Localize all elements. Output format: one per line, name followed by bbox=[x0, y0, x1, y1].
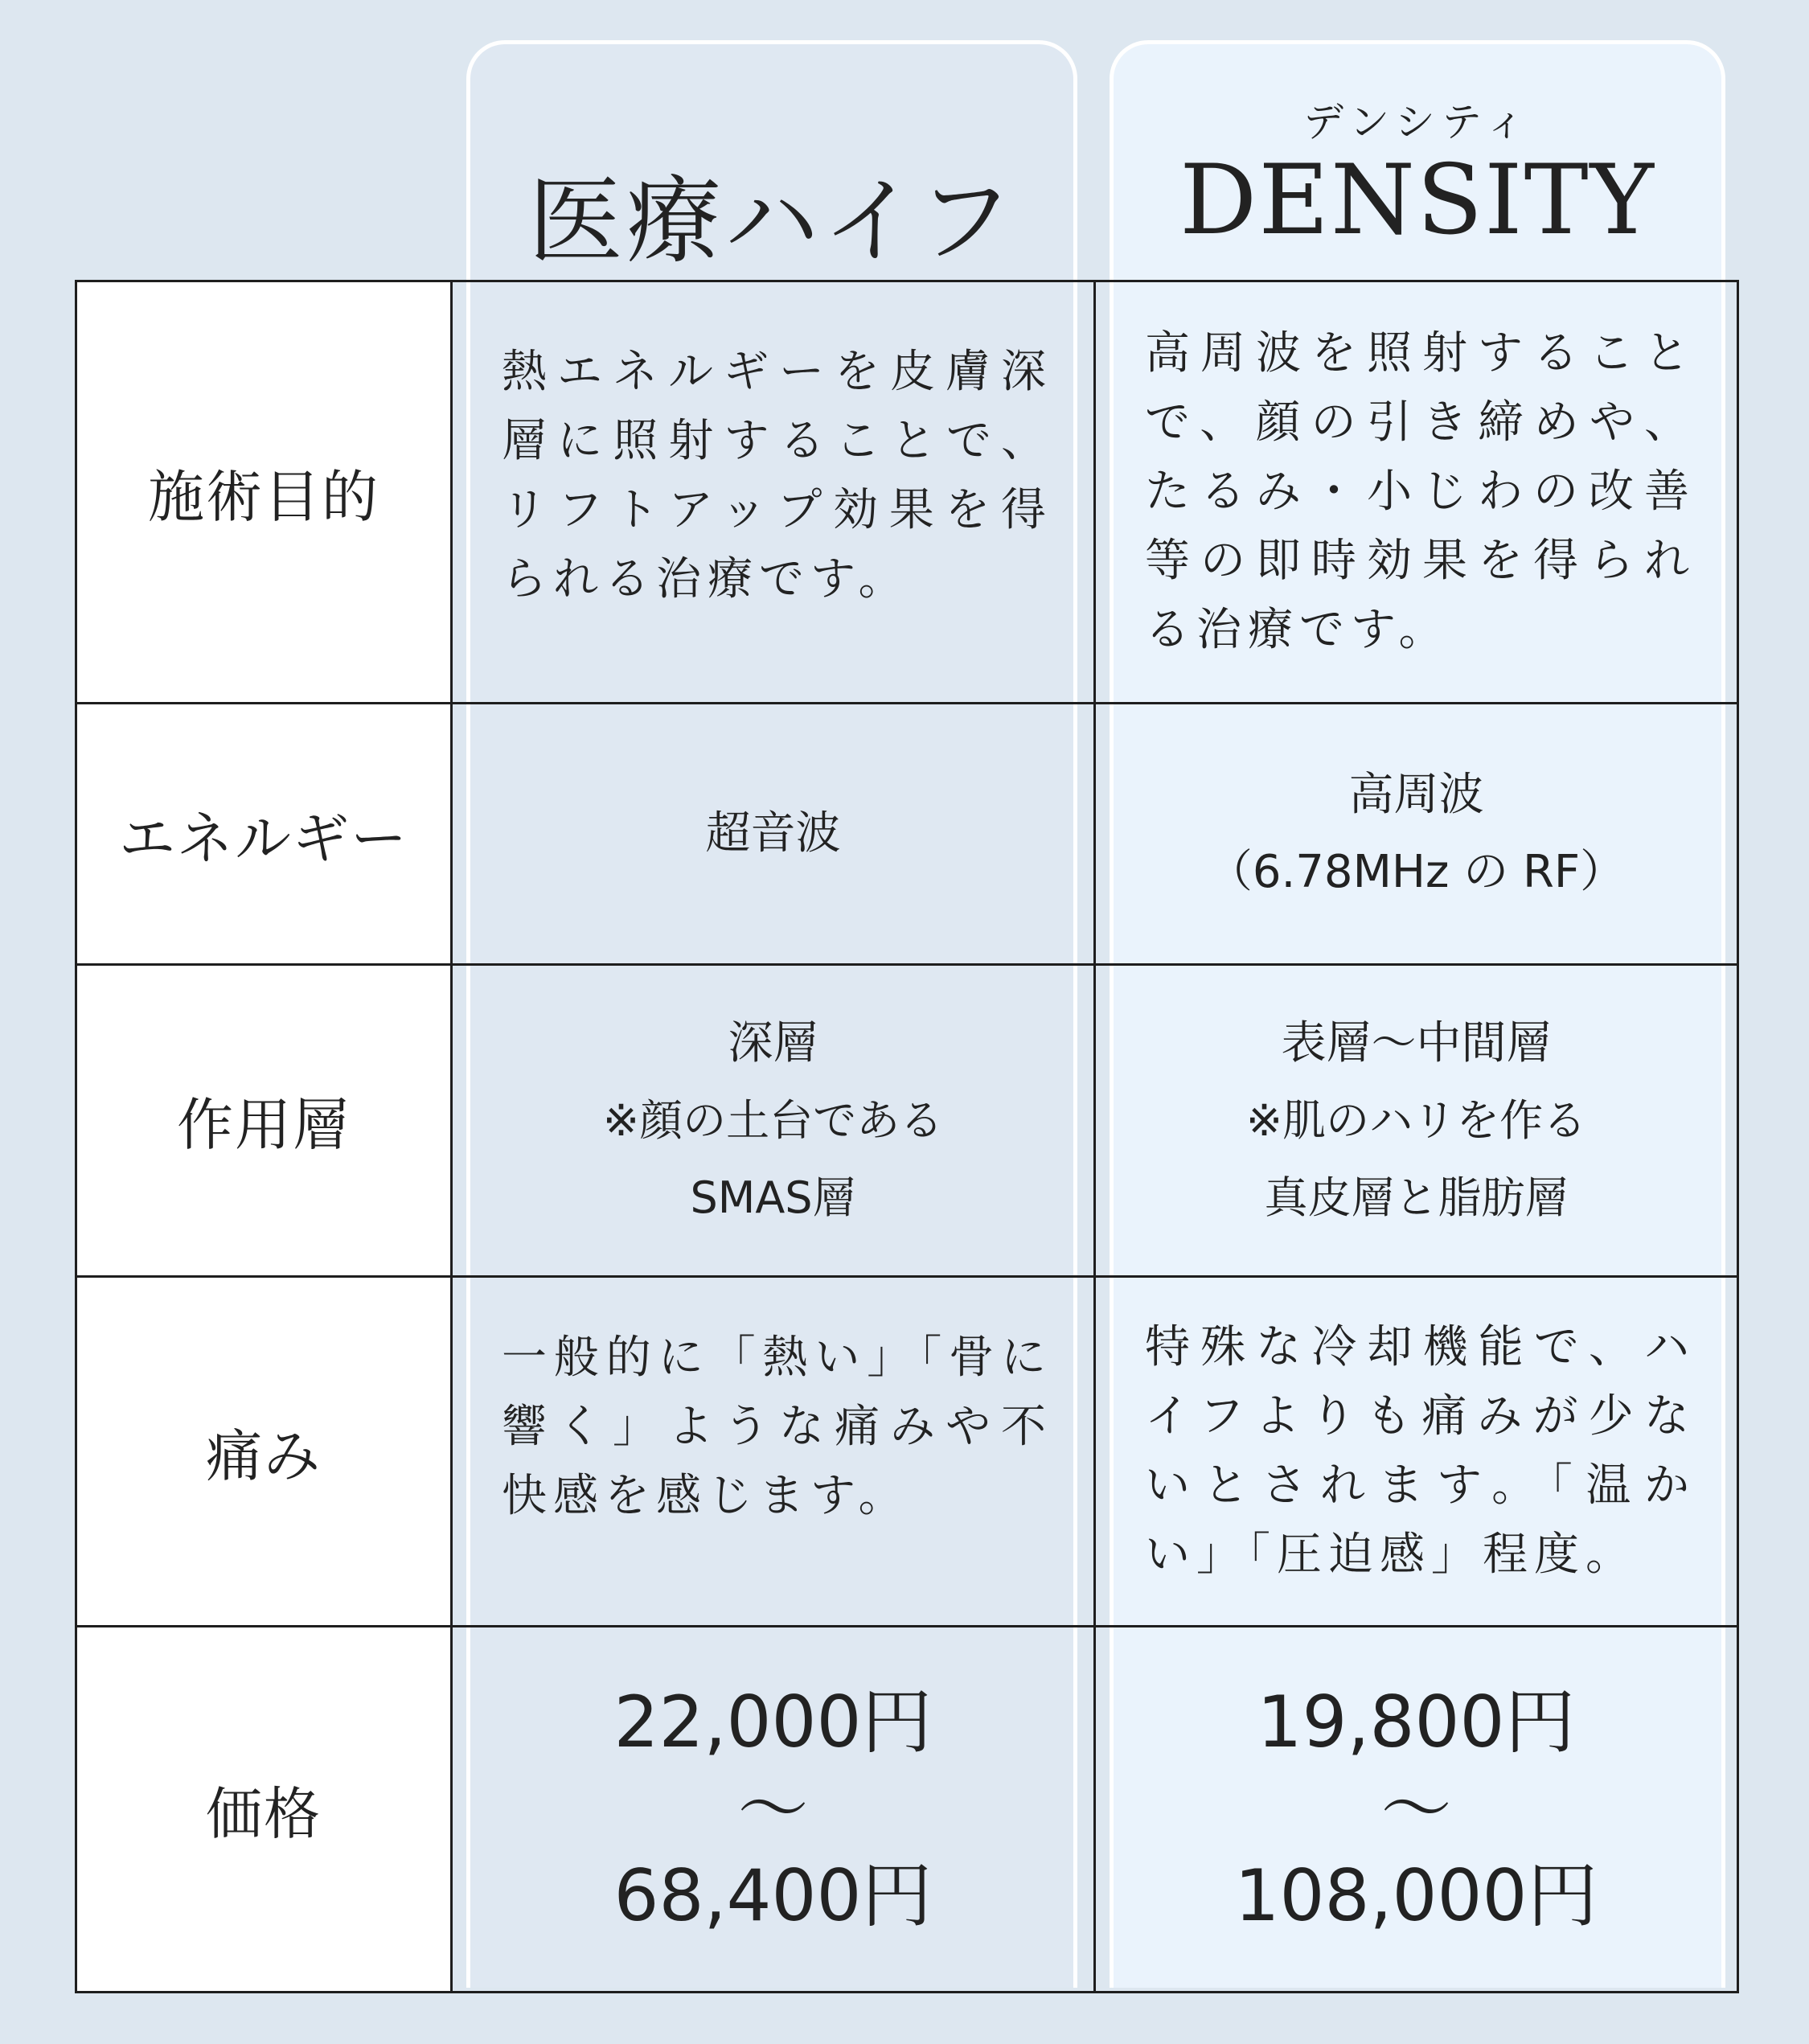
hifu-purpose-text: 熱エネルギーを皮膚深層に照射することで、リフトアップ効果を得られる治療です。 bbox=[502, 346, 1052, 605]
density-energy-line1: 高周波 bbox=[1348, 769, 1484, 821]
density-purpose-text: 高周波を照射することで、顔の引き締めや、たるみ・小じわの改善等の即時効果を得られる治療です。 bbox=[1145, 327, 1696, 656]
density-layer-line2: ※肌のハリを作る bbox=[1245, 1094, 1587, 1146]
density-price-max: 108,000円 bbox=[1234, 1854, 1598, 1937]
hifu-layer-line3: SMAS層 bbox=[690, 1172, 856, 1223]
cell-density-pain bbox=[1095, 1277, 1738, 1627]
hifu-price-min: 22,000円 bbox=[613, 1681, 933, 1763]
cell-hifu-layer bbox=[452, 965, 1095, 1277]
table-row-purpose bbox=[76, 281, 1738, 704]
density-layer-line1: 表層〜中間層 bbox=[1281, 1016, 1552, 1069]
density-energy-line2: （6.78MHz の RF） bbox=[1207, 846, 1626, 898]
comparison-table bbox=[75, 280, 1739, 1993]
cell-hifu-pain bbox=[452, 1277, 1095, 1627]
cell-hifu-price bbox=[452, 1627, 1095, 1993]
hifu-pain-text: 一般的に「熱い」「骨に響く」ような痛みや不快感を感じます。 bbox=[502, 1332, 1052, 1522]
density-price-sep: 〜 bbox=[1380, 1767, 1452, 1850]
hifu-price-sep: 〜 bbox=[737, 1767, 809, 1850]
hifu-layer-line2: ※顔の土台である bbox=[602, 1094, 944, 1146]
table-row-layer bbox=[76, 965, 1738, 1277]
hifu-column-title: 医療ハイフ bbox=[527, 166, 1016, 277]
density-column-ruby: デンシティ bbox=[1303, 99, 1532, 146]
cell-density-price bbox=[1095, 1627, 1738, 1993]
cell-hifu-energy bbox=[452, 704, 1095, 965]
density-pain-text: 特殊な冷却機能で、ハイフよりも痛みが少ないとされます。「温かい」「圧迫感」程度。 bbox=[1145, 1321, 1696, 1581]
density-column-title: DENSITY bbox=[1179, 145, 1655, 257]
row-label-purpose: 施術目的 bbox=[76, 281, 452, 704]
cell-hifu-purpose bbox=[452, 281, 1095, 704]
cell-density-layer bbox=[1095, 965, 1738, 1277]
hifu-price-max: 68,400円 bbox=[613, 1854, 933, 1937]
hifu-energy-text: 超音波 bbox=[705, 807, 841, 860]
table-row-energy bbox=[76, 704, 1738, 965]
row-label-energy: エネルギー bbox=[76, 704, 452, 965]
row-label-layer: 作用層 bbox=[76, 965, 452, 1277]
table-row-pain bbox=[76, 1277, 1738, 1627]
table-row-price bbox=[76, 1627, 1738, 1993]
hifu-layer-line1: 深層 bbox=[728, 1016, 818, 1069]
density-price-min: 19,800円 bbox=[1257, 1681, 1576, 1763]
row-label-price: 価格 bbox=[76, 1627, 452, 1993]
cell-density-purpose bbox=[1095, 281, 1738, 704]
cell-density-energy bbox=[1095, 704, 1738, 965]
density-layer-line3: 真皮層と脂肪層 bbox=[1264, 1172, 1569, 1223]
row-label-pain: 痛み bbox=[76, 1277, 452, 1627]
